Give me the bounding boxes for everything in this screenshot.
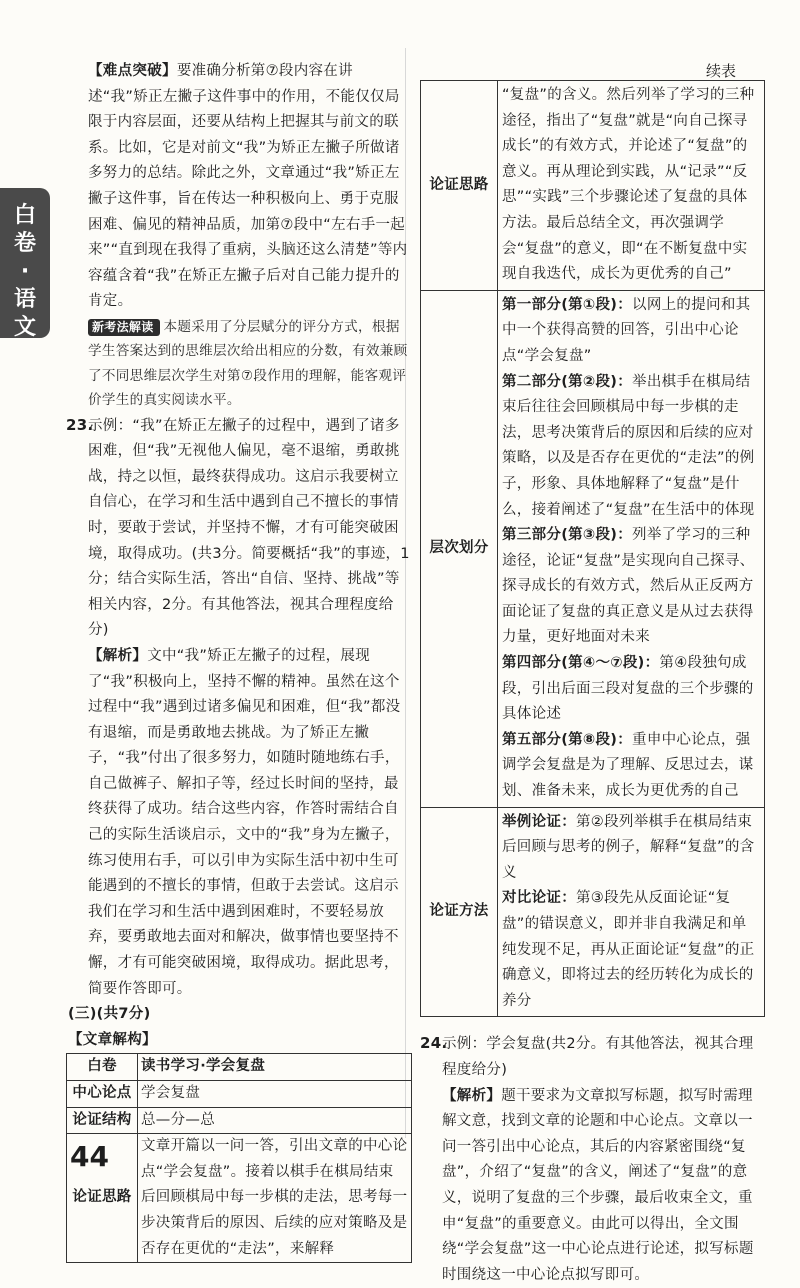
q24-number: 24. bbox=[420, 1034, 448, 1053]
method-text: 第②段列举棋手在棋局结束后回顾与思考的例子，解释“复盘”的含义 bbox=[502, 813, 755, 881]
method-items bbox=[498, 807, 765, 1017]
table-row bbox=[421, 807, 765, 1017]
part-label: 第一部分(第①段)： bbox=[502, 296, 633, 313]
page-number: 44 bbox=[70, 1140, 109, 1173]
row-value: 学会复盘 bbox=[138, 1081, 412, 1108]
side-tab bbox=[0, 188, 50, 338]
difficulty-label: 【难点突破】 bbox=[88, 63, 177, 79]
row-header: 论证方法 bbox=[421, 807, 498, 1017]
right-column bbox=[420, 80, 765, 1288]
table-row bbox=[421, 81, 765, 291]
table-row bbox=[67, 1107, 412, 1134]
part-label: 第五部分(第⑧段)： bbox=[502, 731, 633, 748]
row-header: 论证思路 bbox=[67, 1134, 138, 1263]
question-24 bbox=[420, 1031, 765, 1083]
q24-analysis-text: 题干要求为文章拟写标题，拟写时需理解文意，找到文章的论题和中心论点。文章以一问一答引出中心论点，其后的内容紧密围绕“复盘”，介绍了“复盘”的含义，阐述了“复盘”的意义，说明了复盘的三个步骤，最后收束全文，重申“复盘”的重要意义。由此可以得出，全文围绕“学会复盘”这一中心论点进行论述，拟写标题时围绕这一中心论点拟写即可。 bbox=[442, 1087, 754, 1283]
left-column bbox=[66, 59, 412, 1263]
list-item bbox=[502, 728, 760, 805]
table-row bbox=[67, 1134, 412, 1263]
method-label: 对比论证： bbox=[502, 890, 576, 907]
q23-analysis-text: 文中“我”矫正左撇子的过程，展现了“我”积极向上，坚持不懈的精神。虽然在这个过程中“我”遇到过诸多偏见和困难，但“我”都没有退缩，而是勇敢地去挑战。为了矫正左撇子，“我”付出了很多努力，如随时随地练右手，自己做裤子、解扣子等，经过长时间的坚持，最终获得了成功。结合这些内容，作答时需结合自己的实际生活谈启示，文中的“我”身为左撇子，练习使用右手，可以引申为实际生活中初中生可能遇到的不擅长的事情，但敢于去尝试。这启示我们在学习和生活中遇到困难时，不要轻易放弃，要勇敢地去面对和解决，做事情也要坚持不懈，才有可能突破困境，取得成功。据此思考，简要作答即可。 bbox=[88, 647, 401, 997]
table-head-left: 白卷 bbox=[67, 1054, 138, 1081]
structure-table-left bbox=[66, 1053, 412, 1263]
part-text: 举出棋手在棋局结束后往往会回顾棋局中每一步棋的走法，思考决策背后的原因和后续的应对策略，以及是否存在更优的“走法”的例子，形象、具体地解释了“复盘”是什么，接着阐述了“复盘”在生活中的体现 bbox=[502, 373, 755, 518]
table-row bbox=[421, 290, 765, 807]
q24-analysis bbox=[420, 1084, 765, 1288]
row-header: 论证思路 bbox=[421, 81, 498, 291]
list-item bbox=[502, 651, 760, 728]
part-text: 第④段独句成段，引出后面三段对复盘的三个步骤的具体论述 bbox=[502, 655, 754, 723]
list-item bbox=[502, 293, 760, 370]
table-head-right: 读书学习·学会复盘 bbox=[138, 1054, 412, 1081]
q23-answer: 示例：“我”在矫正左撇子的过程中，遇到了诸多困难，但“我”无视他人偏见，毫不退缩，勇敢挑战，持之以恒，最终获得成功。这启示我要树立自信心，在学习和生活中遇到自己不擅长的事情时，要敢于尝试，并坚持不懈，才有可能突破困境，取得成功。(共3分。简要概括“我”的事迹，1分；结合实际生活，答出“自信、坚持、挑战”等相关内容，2分。有其他答法，视其合理程度给分) bbox=[88, 417, 410, 639]
row-header: 层次划分 bbox=[421, 290, 498, 807]
question-23 bbox=[66, 413, 412, 644]
part-label: 第四部分(第④～⑦段)： bbox=[502, 655, 660, 672]
analysis-title: 【文章解构】 bbox=[68, 1031, 157, 1048]
method-text: 第③段先从反面论证“复盘”的错误意义，即并非自我满足和单纯发现不足，再从正面论证“复盘”的正确意义，即将过去的经历转化为成长的养分 bbox=[502, 890, 755, 1009]
new-exam-badge: 新考法解读 bbox=[88, 319, 160, 336]
difficulty-text: 要准确分析第⑦段内容在讲述“我”矫正左撇子这件事中的作用，不能仅仅局限于内容层面，还要从结构上把握其与前文的联系。比如，它是对前文“我”为矫正左撇子所做诸多努力的总结。除此之外，文章通过“我”矫正左撇子这件事，旨在传达一种积极向上、勇于克服困难、偏见的精神品质，加第⑦段中“左右手一起来”“直到现在我得了重病，头脑还这么清楚”等内容蕴含着“我”在矫正左撇子后对自己能力提升的肯定。 bbox=[88, 63, 408, 310]
row-value: 文章开篇以一问一答，引出文章的中心论点“学会复盘”。接着以棋手在棋局结束后回顾棋局中每一步棋的走法，思考每一步决策背后的原因、后续的应对策略及是否存在更优的“走法”，来解释 bbox=[138, 1134, 412, 1263]
part-text: 列举了学习的三种途径，论证“复盘”是实现向自己探寻、探寻成长的有效方式，然后从正反两方面论证了复盘的真正意义是从过去获得力量，更好地面对未来 bbox=[502, 527, 755, 646]
q24-analysis-label: 【解析】 bbox=[442, 1087, 502, 1104]
part-text: 重申中心论点，强调学会复盘是为了理解、反思过去，谋划、准备未来，成长为更优秀的自己 bbox=[502, 731, 754, 800]
row-value: “复盘”的含义。然后列举了学习的三种途径，指出了“复盘”就是“向自己探寻成长”的有效方式，并论述了“复盘”的意义。再从理论到实践，从“记录”“反思”“实践”三个步骤论述了复盘的具体方法。最后总结全文，再次强调学会“复盘”的意义，即“在不断复盘中实现自我迭代，成长为更优秀的自己” bbox=[498, 81, 765, 291]
table-row bbox=[67, 1054, 412, 1081]
row-header: 中心论点 bbox=[67, 1081, 138, 1108]
new-exam-text: 本题采用了分层赋分的评分方式，根据学生答案达到的思维层次给出相应的分数，有效兼顾了不同思维层次学生对第⑦段作用的理解，能客观评价学生的真实阅读水平。 bbox=[88, 318, 408, 409]
q24-answer: 示例：学会复盘(共2分。有其他答法，视其合理程度给分) bbox=[442, 1036, 754, 1078]
method-label: 举例论证： bbox=[502, 813, 576, 830]
q23-number: 23. bbox=[66, 415, 94, 434]
new-exam-note bbox=[88, 315, 412, 413]
continued-label: 续表 bbox=[706, 62, 737, 80]
part-label: 第三部分(第③段)： bbox=[502, 527, 633, 544]
difficulty-note bbox=[88, 59, 412, 315]
list-item bbox=[502, 523, 760, 651]
list-item bbox=[502, 370, 760, 524]
q23-analysis bbox=[88, 644, 412, 1002]
side-tab-label: 白卷·语文 bbox=[13, 203, 36, 340]
part-label: 第二部分(第②段)： bbox=[502, 373, 633, 390]
q23-analysis-label: 【解析】 bbox=[88, 647, 148, 664]
row-header: 论证结构 bbox=[67, 1107, 138, 1134]
section3-title: (三)(共7分) bbox=[68, 1006, 151, 1023]
part-text: 以网上的提问和其中一个获得高赞的回答，引出中心论点“学会复盘” bbox=[502, 296, 751, 364]
row-value: 总—分—总 bbox=[138, 1107, 412, 1134]
list-item bbox=[502, 886, 760, 1014]
layer-parts bbox=[498, 290, 765, 807]
list-item bbox=[502, 810, 760, 887]
table-row bbox=[67, 1081, 412, 1108]
structure-table-right bbox=[420, 80, 765, 1017]
